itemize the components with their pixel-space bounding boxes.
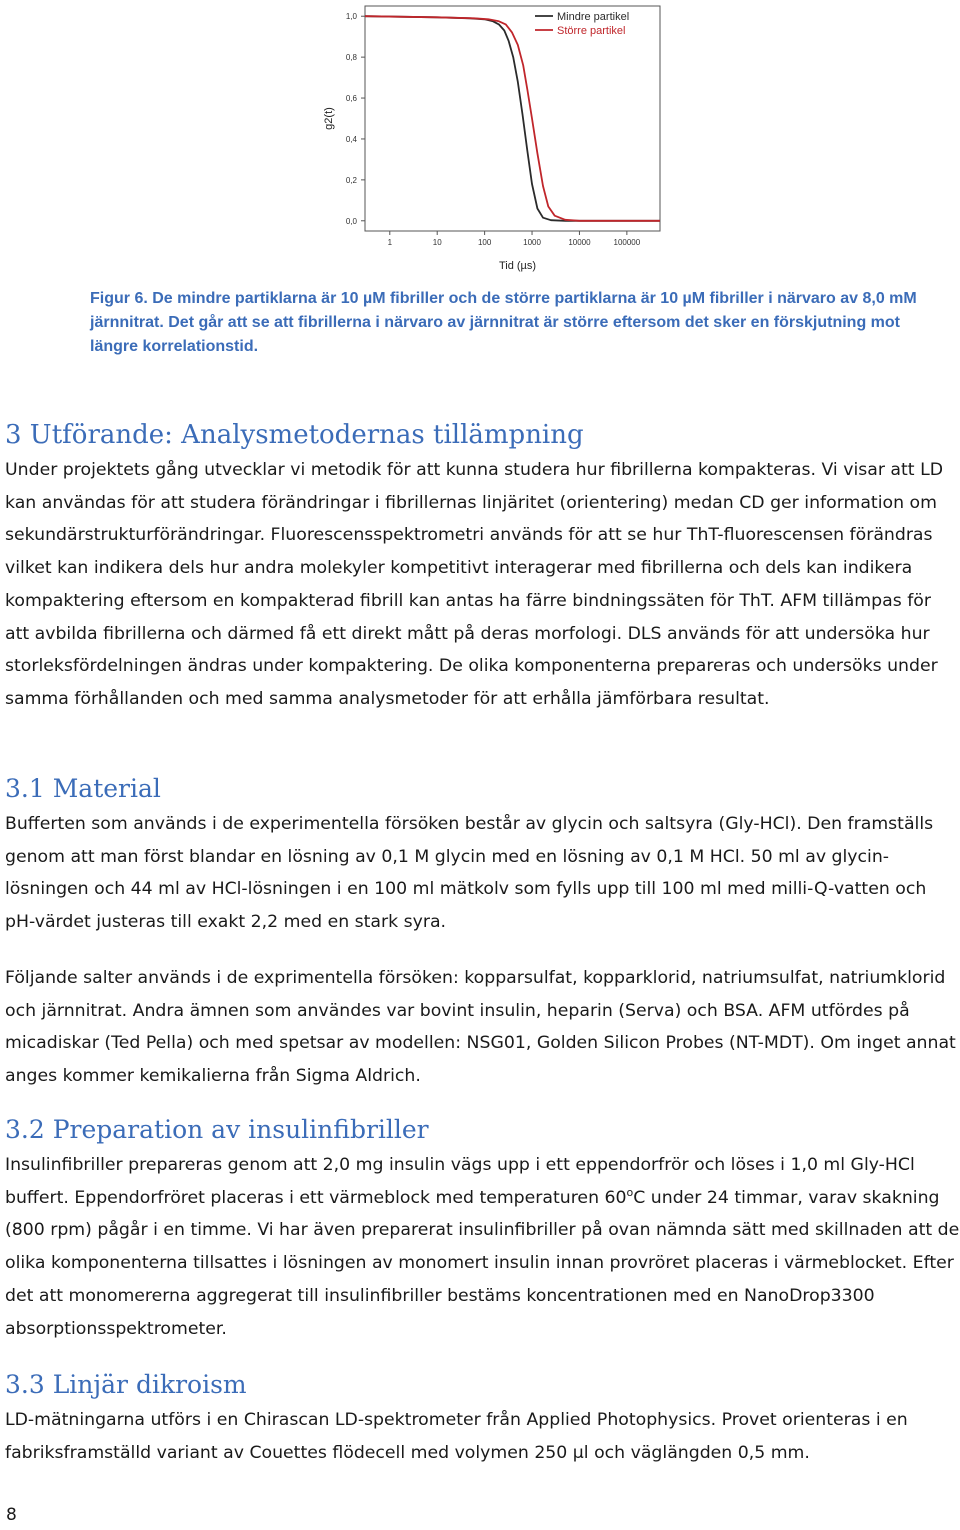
section-3-paragraph: Under projektets gång utvecklar vi metodik för att kunna studera hur fibrillerna kompakteras. Vi visar att LD kan användas för att studera förändringar i fibrillernas linjäritet (orientering) medan CD ger information om sekundärstrukturförändringar. Fluorescensspektrometri används för att se hur ThT-fluorescensen förändras vilket kan indikera dels hur andra molekyler kompetitivt interagerar med fibrillerna och dels kan indikera kompaktering eftersom en kompakterad fibrill kan antas ha färre bindningssäten för ThT. AFM tillämpas för att avbilda fibrillerna och därmed få ett direkt mått på deras morfologi. DLS används för att undersöka hur storleksfördelningen ändras under kompaktering. De olika komponenterna prepareras och undersöks under samma förhållanden och med samma analysmetoder för att erhålla jämförbara resultat. — [5, 460, 944, 709]
y-tick-label: 0,4 — [345, 134, 357, 144]
degree-superscript: o — [626, 1185, 634, 1199]
x-tick-label: 10 — [432, 238, 442, 247]
correlation-chart — [318, 4, 678, 276]
section-3-1-heading: 3.1 Material — [5, 774, 161, 803]
section-3-2 — [5, 1113, 960, 1345]
section-3-2-heading: 3.2 Preparation av insulinfibriller — [5, 1115, 429, 1144]
section-3-3 — [5, 1368, 960, 1469]
page-number: 8 — [6, 1505, 17, 1525]
section-3-1 — [5, 772, 960, 1093]
y-tick-label: 0,8 — [345, 53, 357, 63]
section-3-1-paragraph-1: Bufferten som används i de experimentella försöken består av glycin och saltsyra (Gly-HCl). Den framställs genom att man först blandar en lösning av 0,1 M glycin med en lösning av 0,1 M HCl. 50 ml av glycin-lösningen och 44 ml av HCl-lösningen i en 100 ml mätkolv som fylls upp till 100 ml med milli-Q-vatten och pH-värdet justeras till exakt 2,2 med en stark syra. — [5, 814, 934, 933]
x-tick-label: 1 — [387, 238, 393, 247]
x-tick-label: 1000 — [523, 238, 541, 247]
plot-frame — [365, 6, 660, 231]
legend-label-1: Mindre partikel — [557, 11, 630, 23]
x-tick-label: 100 — [477, 238, 492, 247]
section-3-2-text-b: C under 24 timmar, varav skakning (800 rpm) pågår i en timme. Vi har även preparerat insulinfibriller på ovan nämnda sätt med skillnaden att de olika komponenterna tillsattes i lösningen av monomert insulin innan provröret placeras i värmeblocket. Efter det att monomererna aggregerat till insulinfibriller bestäms koncentrationen med en NanoDrop3300 absorptionsspektrometer. — [5, 1187, 960, 1339]
y-tick-label: 0,6 — [345, 94, 357, 104]
series-line-2 — [365, 16, 660, 221]
x-axis-label: Tid (µs) — [498, 260, 537, 272]
y-axis-label: g2(t) — [323, 107, 335, 130]
y-tick-label: 0,2 — [345, 175, 357, 185]
y-tick-label: 0,0 — [345, 216, 357, 226]
x-tick-label: 100000 — [613, 238, 641, 247]
section-3-3-heading: 3.3 Linjär dikroism — [5, 1370, 247, 1399]
section-3 — [5, 418, 960, 716]
section-3-3-paragraph: LD-mätningarna utförs i en Chirascan LD-spektrometer från Applied Photophysics. Provet orienteras i en fabriksframställd variant av Couettes flödecell med volymen 250 µl och väglängden 0,5 mm. — [5, 1410, 908, 1463]
y-tick-label: 1,0 — [345, 12, 357, 22]
section-3-heading: 3 Utförande: Analysmetodernas tillämpning — [5, 420, 584, 450]
legend-label-2: Större partikel — [557, 25, 626, 37]
section-3-2-paragraph — [5, 1149, 960, 1345]
section-3-1-paragraph-2: Följande salter används i de exprimentella försöken: kopparsulfat, kopparklorid, natriumsulfat, natriumklorid och järnnitrat. Andra ämnen som användes var bovint insulin, heparin (Serva) och BSA. AFM utfördes på micadiskar (Ted Pella) och med spetsar av modellen: NSG01, Golden Silicon Probes (NT-MDT). Om inget annat anges kommer kemikalierna från Sigma Aldrich. — [5, 967, 956, 1086]
series-line-1 — [365, 16, 660, 221]
x-tick-label: 10000 — [568, 238, 591, 247]
figure-caption: Figur 6. De mindre partiklarna är 10 µM fibriller och de större partiklarna är 10 µM fibriller i närvaro av 8,0 mM järnnitrat. Det går att se att fibrillerna i närvaro av järnnitrat är större eftersom det sker en förskjutning mot längre korrelationstid. — [90, 290, 917, 355]
figure-6-chart — [318, 4, 678, 276]
section-3-2-text-a: Insulinfibriller prepareras genom att 2,0 mg insulin vägs upp i ett eppendorfrör och löses i 1,0 ml Gly-HCl buffert. Eppendorfröret placeras i ett värmeblock med temperaturen 60 — [5, 1155, 915, 1208]
